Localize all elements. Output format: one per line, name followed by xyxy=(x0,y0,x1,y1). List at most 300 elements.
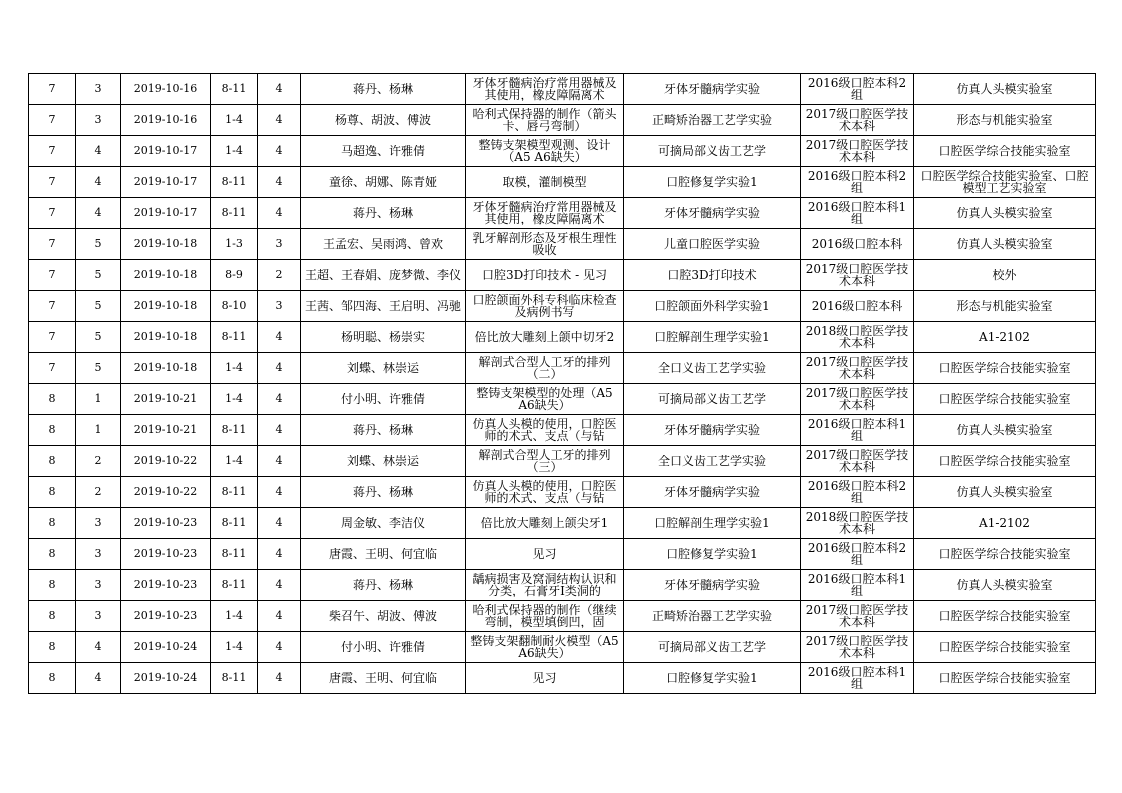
content-text: 倍比放大雕刻上颌中切牙2 xyxy=(474,331,615,343)
course-text: 牙体牙髓病学实验 xyxy=(663,207,760,219)
cell-week xyxy=(29,229,76,260)
hours-text: 4 xyxy=(275,424,283,436)
location-text: A1-2102 xyxy=(979,517,1030,529)
date-text: 2019-10-17 xyxy=(133,207,198,219)
cell-date xyxy=(121,415,211,446)
course-text: 正畸矫治器工艺学实验 xyxy=(651,610,772,622)
cell-location xyxy=(914,322,1096,353)
location-text: 形态与机能实验室 xyxy=(956,300,1053,312)
cell-location xyxy=(914,136,1096,167)
cell-periods xyxy=(211,105,258,136)
cell-date xyxy=(121,198,211,229)
cell-date xyxy=(121,229,211,260)
cell-weekday xyxy=(76,198,121,229)
class-text: 2016级口腔本科2组 xyxy=(807,170,907,194)
cell-location xyxy=(914,570,1096,601)
content-text: 倍比放大雕刻上颌尖牙1 xyxy=(480,517,609,529)
cell-course xyxy=(624,74,801,105)
cell-class xyxy=(801,105,914,136)
periods-text: 8-11 xyxy=(221,486,247,498)
week-text: 7 xyxy=(48,83,56,95)
periods-text: 8-11 xyxy=(221,331,247,343)
cell-location xyxy=(914,105,1096,136)
weekday-text: 5 xyxy=(94,238,102,250)
cell-week xyxy=(29,74,76,105)
weekday-text: 1 xyxy=(94,424,102,436)
cell-class xyxy=(801,167,914,198)
class-text: 2017级口腔医学技术本科 xyxy=(805,387,909,411)
content-text: 乳牙解剖形态及牙根生理性吸收 xyxy=(472,232,617,256)
course-text: 口腔修复学实验1 xyxy=(666,672,758,684)
table-row xyxy=(29,260,1096,291)
teachers-text: 刘蝶、林崇运 xyxy=(346,362,419,374)
cell-periods xyxy=(211,663,258,694)
table-row xyxy=(29,136,1096,167)
cell-content xyxy=(466,508,624,539)
cell-content xyxy=(466,663,624,694)
class-text: 2016级口腔本科2组 xyxy=(807,542,907,566)
weekday-text: 4 xyxy=(94,207,102,219)
course-text: 口腔修复学实验1 xyxy=(666,548,758,560)
cell-periods xyxy=(211,632,258,663)
cell-teachers xyxy=(301,353,466,384)
hours-text: 4 xyxy=(275,641,283,653)
date-text: 2019-10-18 xyxy=(133,331,198,343)
teachers-text: 唐霞、王明、何宜临 xyxy=(328,672,437,684)
cell-teachers xyxy=(301,260,466,291)
cell-weekday xyxy=(76,415,121,446)
cell-weekday xyxy=(76,229,121,260)
location-text: 仿真人头模实验室 xyxy=(956,579,1053,591)
cell-periods xyxy=(211,198,258,229)
cell-week xyxy=(29,539,76,570)
location-text: A1-2102 xyxy=(979,331,1030,343)
cell-class xyxy=(801,198,914,229)
course-text: 口腔修复学实验1 xyxy=(666,176,758,188)
course-text: 全口义齿工艺学实验 xyxy=(657,455,766,467)
cell-location xyxy=(914,477,1096,508)
cell-week xyxy=(29,384,76,415)
cell-hours xyxy=(258,105,301,136)
cell-location xyxy=(914,74,1096,105)
cell-class xyxy=(801,136,914,167)
class-text: 2017级口腔医学技术本科 xyxy=(805,108,909,132)
cell-teachers xyxy=(301,198,466,229)
cell-week xyxy=(29,415,76,446)
cell-weekday xyxy=(76,663,121,694)
cell-date xyxy=(121,570,211,601)
cell-course xyxy=(624,663,801,694)
cell-teachers xyxy=(301,384,466,415)
periods-text: 1-4 xyxy=(225,362,243,374)
course-text: 口腔3D打印技术 xyxy=(667,269,757,281)
cell-week xyxy=(29,446,76,477)
cell-class xyxy=(801,229,914,260)
cell-course xyxy=(624,570,801,601)
location-text: 口腔医学综合技能实验室 xyxy=(938,641,1071,653)
cell-content xyxy=(466,632,624,663)
hours-text: 4 xyxy=(275,548,283,560)
cell-hours xyxy=(258,570,301,601)
cell-week xyxy=(29,167,76,198)
periods-text: 8-9 xyxy=(225,269,243,281)
cell-content xyxy=(466,198,624,229)
content-text: 见习 xyxy=(532,548,557,560)
cell-course xyxy=(624,229,801,260)
cell-weekday xyxy=(76,601,121,632)
cell-date xyxy=(121,353,211,384)
periods-text: 1-4 xyxy=(225,145,243,157)
week-text: 8 xyxy=(48,641,56,653)
hours-text: 4 xyxy=(275,176,283,188)
cell-periods xyxy=(211,291,258,322)
class-text: 2017级口腔医学技术本科 xyxy=(805,449,909,473)
content-text: 见习 xyxy=(532,672,557,684)
cell-weekday xyxy=(76,260,121,291)
cell-weekday xyxy=(76,508,121,539)
class-text: 2017级口腔医学技术本科 xyxy=(805,356,909,380)
date-text: 2019-10-23 xyxy=(133,610,198,622)
cell-week xyxy=(29,322,76,353)
cell-periods xyxy=(211,229,258,260)
teachers-text: 蒋丹、杨琳 xyxy=(352,83,413,95)
location-text: 形态与机能实验室 xyxy=(956,114,1053,126)
cell-course xyxy=(624,508,801,539)
periods-text: 8-11 xyxy=(221,548,247,560)
cell-periods xyxy=(211,508,258,539)
cell-date xyxy=(121,291,211,322)
cell-week xyxy=(29,291,76,322)
cell-teachers xyxy=(301,291,466,322)
hours-text: 4 xyxy=(275,331,283,343)
date-text: 2019-10-18 xyxy=(133,238,198,250)
cell-location xyxy=(914,229,1096,260)
cell-week xyxy=(29,105,76,136)
cell-periods xyxy=(211,539,258,570)
date-text: 2019-10-17 xyxy=(133,145,198,157)
course-text: 口腔解剖生理学实验1 xyxy=(654,517,770,529)
content-text: 取模，灌制模型 xyxy=(502,176,587,188)
cell-teachers xyxy=(301,105,466,136)
cell-week xyxy=(29,508,76,539)
cell-date xyxy=(121,508,211,539)
cell-location xyxy=(914,291,1096,322)
table-row xyxy=(29,353,1096,384)
periods-text: 8-11 xyxy=(221,579,247,591)
week-text: 7 xyxy=(48,145,56,157)
location-text: 口腔医学综合技能实验室 xyxy=(938,145,1071,157)
hours-text: 4 xyxy=(275,362,283,374)
table-row xyxy=(29,477,1096,508)
week-text: 7 xyxy=(48,331,56,343)
date-text: 2019-10-16 xyxy=(133,83,198,95)
cell-hours xyxy=(258,136,301,167)
cell-date xyxy=(121,663,211,694)
cell-location xyxy=(914,632,1096,663)
content-text: 牙体牙髓病治疗常用器械及其使用，橡皮障隔离术 xyxy=(472,77,617,101)
cell-class xyxy=(801,601,914,632)
cell-date xyxy=(121,167,211,198)
date-text: 2019-10-16 xyxy=(133,114,198,126)
cell-teachers xyxy=(301,570,466,601)
date-text: 2019-10-17 xyxy=(133,176,198,188)
teachers-text: 王茜、邹四海、王启明、冯驰 xyxy=(304,300,461,312)
class-text: 2016级口腔本科2组 xyxy=(807,77,907,101)
teachers-text: 杨尊、胡波、傅波 xyxy=(334,114,431,126)
course-text: 儿童口腔医学实验 xyxy=(663,238,760,250)
cell-content xyxy=(466,601,624,632)
cell-week xyxy=(29,198,76,229)
cell-week xyxy=(29,353,76,384)
cell-teachers xyxy=(301,229,466,260)
class-text: 2016级口腔本科1组 xyxy=(807,573,907,597)
weekday-text: 3 xyxy=(94,114,102,126)
cell-class xyxy=(801,322,914,353)
content-text: 仿真人头模的使用，口腔医师的术式、支点（与钻 xyxy=(472,480,617,504)
date-text: 2019-10-23 xyxy=(133,517,198,529)
location-text: 仿真人头模实验室 xyxy=(956,486,1053,498)
content-text: 整铸支架模型的处理（A5 A6缺失） xyxy=(476,387,613,411)
cell-periods xyxy=(211,601,258,632)
cell-class xyxy=(801,291,914,322)
location-text: 口腔医学综合技能实验室、口腔模型工艺实验室 xyxy=(920,170,1089,194)
content-text: 整铸支架模型观测、设计（A5 A6缺失） xyxy=(478,139,611,163)
cell-teachers xyxy=(301,74,466,105)
weekday-text: 3 xyxy=(94,517,102,529)
cell-course xyxy=(624,167,801,198)
periods-text: 1-4 xyxy=(225,610,243,622)
table-row xyxy=(29,632,1096,663)
cell-class xyxy=(801,74,914,105)
course-text: 可摘局部义齿工艺学 xyxy=(657,393,766,405)
cell-date xyxy=(121,477,211,508)
teachers-text: 蒋丹、杨琳 xyxy=(352,579,413,591)
week-text: 7 xyxy=(48,300,56,312)
periods-text: 1-3 xyxy=(225,238,243,250)
class-text: 2016级口腔本科1组 xyxy=(807,666,907,690)
week-text: 7 xyxy=(48,114,56,126)
table-row xyxy=(29,415,1096,446)
cell-periods xyxy=(211,384,258,415)
cell-course xyxy=(624,632,801,663)
class-text: 2017级口腔医学技术本科 xyxy=(805,139,909,163)
location-text: 仿真人头模实验室 xyxy=(956,238,1053,250)
hours-text: 3 xyxy=(275,238,283,250)
week-text: 7 xyxy=(48,362,56,374)
teachers-text: 周金敏、李洁仪 xyxy=(340,517,425,529)
hours-text: 4 xyxy=(275,455,283,467)
table-row xyxy=(29,167,1096,198)
cell-hours xyxy=(258,74,301,105)
cell-periods xyxy=(211,136,258,167)
cell-date xyxy=(121,601,211,632)
teachers-text: 蒋丹、杨琳 xyxy=(352,424,413,436)
content-text: 解剖式合型人工牙的排列（二） xyxy=(478,356,611,380)
hours-text: 4 xyxy=(275,145,283,157)
table-row xyxy=(29,384,1096,415)
weekday-text: 5 xyxy=(94,269,102,281)
cell-teachers xyxy=(301,167,466,198)
week-text: 8 xyxy=(48,610,56,622)
cell-date xyxy=(121,105,211,136)
schedule-table-body xyxy=(29,74,1096,694)
content-text: 哈利式保持器的制作（箭头卡、唇弓弯制） xyxy=(472,108,617,132)
table-row xyxy=(29,601,1096,632)
course-text: 牙体牙髓病学实验 xyxy=(663,424,760,436)
date-text: 2019-10-21 xyxy=(133,393,198,405)
week-text: 7 xyxy=(48,207,56,219)
cell-location xyxy=(914,353,1096,384)
cell-date xyxy=(121,260,211,291)
periods-text: 1-4 xyxy=(225,641,243,653)
week-text: 8 xyxy=(48,455,56,467)
course-text: 口腔颌面外科学实验1 xyxy=(654,300,770,312)
weekday-text: 1 xyxy=(94,393,102,405)
teachers-text: 王孟宏、吴雨鸿、曾欢 xyxy=(322,238,443,250)
cell-hours xyxy=(258,229,301,260)
cell-weekday xyxy=(76,322,121,353)
cell-week xyxy=(29,477,76,508)
cell-location xyxy=(914,663,1096,694)
location-text: 口腔医学综合技能实验室 xyxy=(938,362,1071,374)
cell-weekday xyxy=(76,384,121,415)
cell-periods xyxy=(211,477,258,508)
cell-date xyxy=(121,74,211,105)
cell-course xyxy=(624,198,801,229)
teachers-text: 王超、王春娟、庞梦微、李仪 xyxy=(304,269,461,281)
weekday-text: 4 xyxy=(94,176,102,188)
cell-course xyxy=(624,601,801,632)
table-row xyxy=(29,291,1096,322)
periods-text: 1-4 xyxy=(225,393,243,405)
cell-hours xyxy=(258,322,301,353)
periods-text: 1-4 xyxy=(225,455,243,467)
course-text: 正畸矫治器工艺学实验 xyxy=(651,114,772,126)
teachers-text: 唐霞、王明、何宜临 xyxy=(328,548,437,560)
cell-teachers xyxy=(301,322,466,353)
cell-location xyxy=(914,260,1096,291)
cell-class xyxy=(801,260,914,291)
cell-hours xyxy=(258,508,301,539)
periods-text: 8-10 xyxy=(221,300,247,312)
cell-teachers xyxy=(301,663,466,694)
periods-text: 8-11 xyxy=(221,207,247,219)
table-row xyxy=(29,508,1096,539)
cell-class xyxy=(801,570,914,601)
cell-class xyxy=(801,508,914,539)
cell-hours xyxy=(258,601,301,632)
weekday-text: 3 xyxy=(94,579,102,591)
cell-content xyxy=(466,229,624,260)
teachers-text: 杨明聪、杨崇实 xyxy=(340,331,425,343)
location-text: 口腔医学综合技能实验室 xyxy=(938,548,1071,560)
cell-content xyxy=(466,477,624,508)
cell-course xyxy=(624,477,801,508)
cell-hours xyxy=(258,632,301,663)
hours-text: 4 xyxy=(275,517,283,529)
cell-hours xyxy=(258,539,301,570)
weekday-text: 3 xyxy=(94,610,102,622)
cell-teachers xyxy=(301,539,466,570)
week-text: 8 xyxy=(48,579,56,591)
periods-text: 8-11 xyxy=(221,517,247,529)
cell-location xyxy=(914,415,1096,446)
cell-periods xyxy=(211,322,258,353)
cell-course xyxy=(624,353,801,384)
cell-periods xyxy=(211,446,258,477)
cell-content xyxy=(466,291,624,322)
cell-weekday xyxy=(76,167,121,198)
cell-content xyxy=(466,384,624,415)
cell-weekday xyxy=(76,446,121,477)
content-text: 龋病损害及窝洞结构认识和分类，石膏牙Ⅰ类洞的 xyxy=(472,573,617,597)
cell-teachers xyxy=(301,508,466,539)
cell-weekday xyxy=(76,353,121,384)
cell-class xyxy=(801,415,914,446)
table-row xyxy=(29,229,1096,260)
week-text: 7 xyxy=(48,269,56,281)
cell-weekday xyxy=(76,74,121,105)
date-text: 2019-10-18 xyxy=(133,362,198,374)
cell-location xyxy=(914,508,1096,539)
class-text: 2018级口腔医学技术本科 xyxy=(805,325,909,349)
cell-week xyxy=(29,663,76,694)
cell-teachers xyxy=(301,446,466,477)
teachers-text: 蒋丹、杨琳 xyxy=(352,207,413,219)
cell-location xyxy=(914,167,1096,198)
hours-text: 4 xyxy=(275,393,283,405)
week-text: 7 xyxy=(48,176,56,188)
weekday-text: 5 xyxy=(94,300,102,312)
class-text: 2018级口腔医学技术本科 xyxy=(805,511,909,535)
content-text: 整铸支架翻制耐火模型（A5 A6缺失） xyxy=(470,635,619,659)
location-text: 口腔医学综合技能实验室 xyxy=(938,455,1071,467)
cell-location xyxy=(914,446,1096,477)
date-text: 2019-10-24 xyxy=(133,672,198,684)
cell-class xyxy=(801,539,914,570)
table-row xyxy=(29,198,1096,229)
cell-week xyxy=(29,632,76,663)
location-text: 口腔医学综合技能实验室 xyxy=(938,610,1071,622)
hours-text: 3 xyxy=(275,300,283,312)
cell-teachers xyxy=(301,415,466,446)
course-text: 牙体牙髓病学实验 xyxy=(663,486,760,498)
cell-hours xyxy=(258,291,301,322)
hours-text: 4 xyxy=(275,672,283,684)
cell-location xyxy=(914,539,1096,570)
class-text: 2016级口腔本科1组 xyxy=(807,201,907,225)
cell-class xyxy=(801,446,914,477)
hours-text: 4 xyxy=(275,579,283,591)
hours-text: 2 xyxy=(275,269,283,281)
date-text: 2019-10-23 xyxy=(133,579,198,591)
cell-weekday xyxy=(76,477,121,508)
cell-course xyxy=(624,260,801,291)
hours-text: 4 xyxy=(275,610,283,622)
cell-content xyxy=(466,353,624,384)
cell-course xyxy=(624,446,801,477)
date-text: 2019-10-18 xyxy=(133,300,198,312)
hours-text: 4 xyxy=(275,486,283,498)
periods-text: 8-11 xyxy=(221,672,247,684)
cell-content xyxy=(466,105,624,136)
course-text: 可摘局部义齿工艺学 xyxy=(657,641,766,653)
location-text: 口腔医学综合技能实验室 xyxy=(938,672,1071,684)
cell-content xyxy=(466,322,624,353)
course-text: 全口义齿工艺学实验 xyxy=(657,362,766,374)
teachers-text: 柴召午、胡波、傅波 xyxy=(328,610,437,622)
class-text: 2017级口腔医学技术本科 xyxy=(805,604,909,628)
